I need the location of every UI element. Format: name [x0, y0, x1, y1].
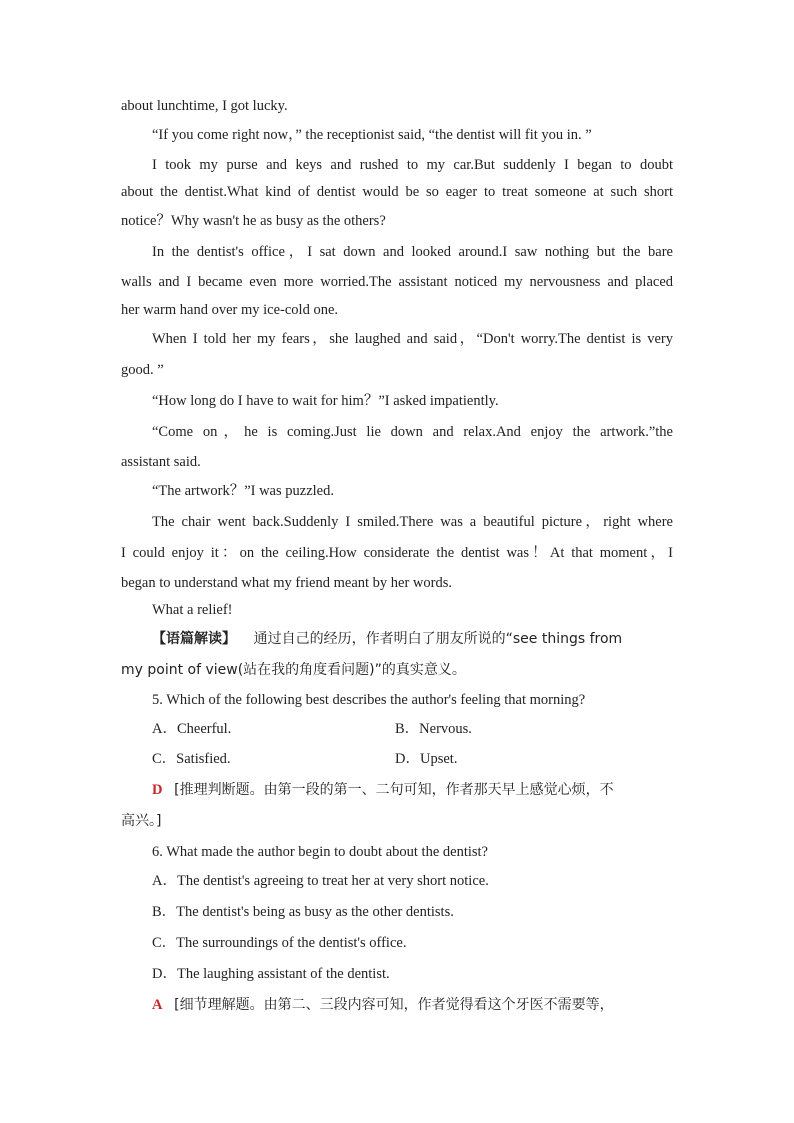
question-5-explanation-cont: 高兴。]	[121, 813, 162, 829]
option-c: C．Satisfied.	[152, 751, 231, 767]
answer-letter: A	[152, 997, 163, 1013]
passage-line: her warm hand over my ice-cold one.	[121, 302, 339, 318]
analysis-label: 【语篇解读】	[152, 631, 236, 647]
analysis-line	[152, 629, 622, 649]
passage-line: The chair went back.Suddenly I smiled.There was a beautiful picture，right where	[152, 514, 673, 530]
question-6-option-d: D．The laughing assistant of the dentist.	[152, 966, 390, 982]
passage-line: What a relief!	[152, 602, 233, 618]
passage-line: good. ”	[121, 362, 164, 378]
passage-line: notice？Why wasn't he as busy as the others?	[121, 213, 386, 229]
passage-line: “If you come right now，” the receptionist said, “the dentist will fit you in. ”	[152, 127, 592, 143]
passage-line: began to understand what my friend meant by her words.	[121, 575, 452, 591]
passage-line: about lunchtime, I got lucky.	[121, 98, 288, 114]
question-6-option-a: A．The dentist's agreeing to treat her at very short notice.	[152, 873, 489, 889]
passage-line: “How long do I have to wait for him？”I asked impatiently.	[152, 393, 499, 409]
option-a: A．Cheerful.	[152, 721, 232, 737]
answer-letter: D	[152, 782, 163, 798]
passage-line: I took my purse and keys and rushed to my car.But suddenly I began to doubt	[152, 157, 673, 173]
passage-line: When I told her my fears，she laughed and said，“Don't worry.The dentist is very	[152, 331, 673, 347]
question-5-explanation: D [推理判断题。由第一段的第一、二句可知，作者那天早上感觉心烦，不	[152, 782, 614, 798]
question-6-option-c: C．The surroundings of the dentist's office.	[152, 935, 407, 951]
analysis-text: 通过自己的经历，作者明白了朋友所说的“see things from	[253, 631, 623, 647]
passage-line: walls and I became even more worried.The assistant noticed my nervousness and placed	[121, 274, 673, 290]
question-5-options-row2	[152, 749, 673, 769]
option-b: B．Nervous.	[395, 721, 472, 737]
question-5-options-row1	[152, 719, 673, 739]
passage-line: I could enjoy it：on the ceiling.How considerate the dentist was！At that moment，I	[121, 545, 673, 561]
passage-line: In the dentist's office，I sat down and looked around.I saw nothing but the bare	[152, 244, 673, 260]
question-6-option-b: B．The dentist's being as busy as the other dentists.	[152, 904, 454, 920]
question-6-explanation: A [细节理解题。由第二、三段内容可知，作者觉得看这个牙医不需要等，	[152, 997, 614, 1013]
option-d: D．Upset.	[395, 751, 458, 767]
analysis-line: my point of view(站在我的角度看问题)”的真实意义。	[121, 662, 466, 678]
passage-line: “Come on，he is coming.Just lie down and relax.And enjoy the artwork.”the	[152, 424, 673, 440]
passage-line: “The artwork？”I was puzzled.	[152, 483, 334, 499]
question-6-stem: 6. What made the author begin to doubt about the dentist?	[152, 844, 488, 860]
passage-line: assistant said.	[121, 454, 201, 470]
passage-line: about the dentist.What kind of dentist would be so eager to treat someone at such short	[121, 184, 673, 200]
question-5-stem: 5. Which of the following best describes the author's feeling that morning?	[152, 692, 586, 708]
